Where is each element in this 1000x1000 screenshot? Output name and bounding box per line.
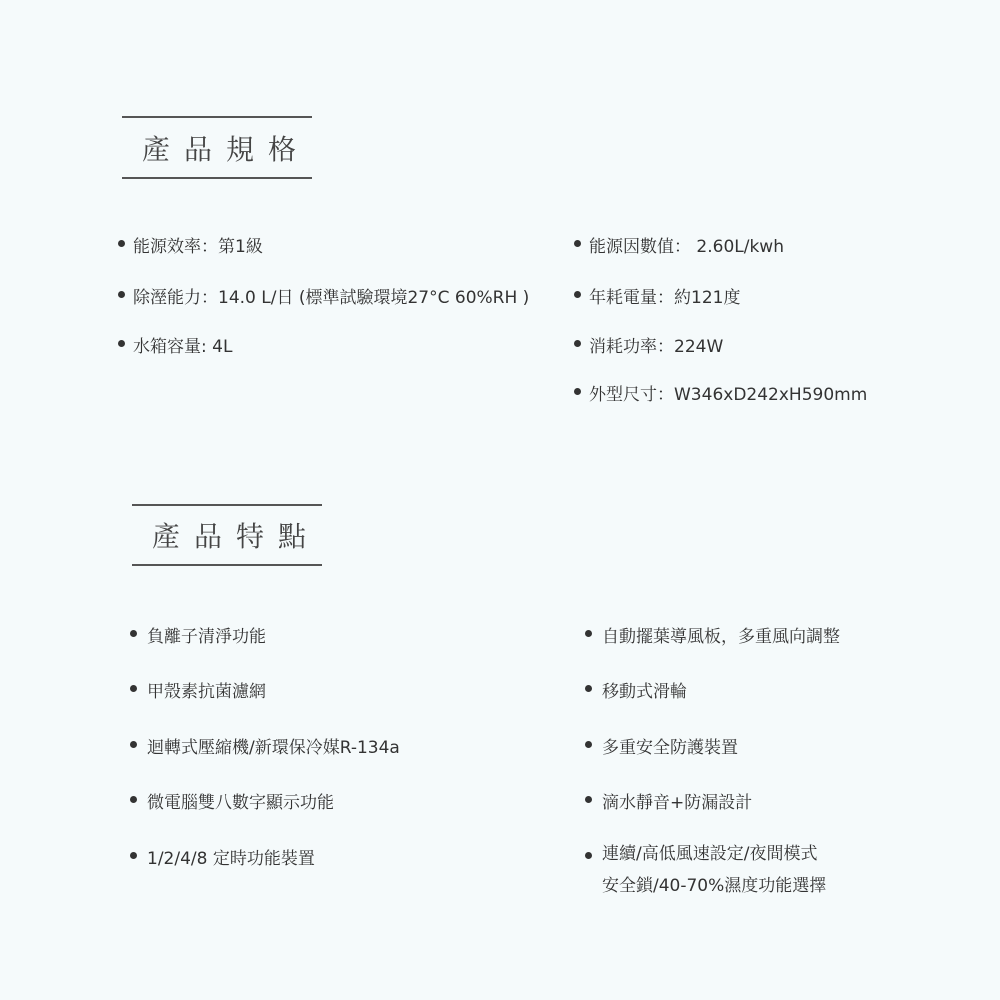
spec-section-title: 產品規格 [122,116,312,179]
spec-item-label: 水箱容量: 4L [133,337,233,357]
features-section-title: 產品特點 [132,504,322,566]
feature-item-label: 迴轉式壓縮機/新環保冷媒R-134a [147,738,400,758]
bullet-icon [118,240,125,247]
feature-item-label: 多重安全防護裝置 [602,738,738,758]
spec-item-energy-factor [574,232,784,257]
bullet-icon [585,852,592,859]
spec-item-label: 年耗電量：約121度 [589,288,741,308]
feature-item-label: 滴水靜音+防漏設計 [602,793,753,813]
spec-item-label: 能源因數值： 2.60L/kwh [589,237,784,257]
feature-item-casters [585,677,687,702]
bullet-icon [585,630,592,637]
bullet-icon [130,852,137,859]
spec-item-annual-consumption [574,283,740,308]
spec-item-label: 除溼能力：14.0 L/日 (標準試驗環境27°C 60%RH ) [133,288,530,308]
bullet-icon [574,291,581,298]
spec-item-energy-efficiency [118,232,263,257]
spec-item-label: 消耗功率：224W [589,337,724,357]
feature-item-filter [130,677,266,702]
feature-item-safety [585,733,738,758]
feature-item-label: 負離子清淨功能 [147,627,266,647]
feature-item-label: 微電腦雙八數字顯示功能 [147,793,334,813]
bullet-icon [130,741,137,748]
feature-item-label: 甲殼素抗菌濾網 [147,682,266,702]
bullet-icon [585,741,592,748]
feature-item-modes [585,844,826,902]
feature-item-leakproof [585,788,752,813]
feature-item-label: 自動擺葉導風板，多重風向調整 [602,627,840,647]
bullet-icon [585,685,592,692]
spec-item-label: 能源效率：第1級 [133,237,263,257]
spec-item-power [574,332,723,357]
bullet-icon [574,240,581,247]
feature-item-label: 移動式滑輪 [602,682,687,702]
feature-item-label: 連續/高低風速設定/夜間模式 [602,844,818,864]
feature-item-ionizer [130,622,266,647]
feature-item-compressor [130,733,400,758]
feature-item-label: 1/2/4/8 定時功能裝置 [147,849,315,869]
bullet-icon [130,630,137,637]
bullet-icon [585,796,592,803]
bullet-icon [130,796,137,803]
feature-item-display [130,788,334,813]
feature-item-timer [130,844,315,869]
spec-item-tank-capacity [118,332,232,357]
bullet-icon [574,340,581,347]
bullet-icon [574,388,581,395]
spec-item-label: 外型尺寸：W346xD242xH590mm [589,385,868,405]
bullet-icon [118,340,125,347]
feature-item-louver [585,622,840,647]
spec-item-dehumidify-capacity [118,283,529,308]
bullet-icon [130,685,137,692]
feature-item-label-line2: 安全鎖/40-70%濕度功能選擇 [602,876,827,896]
bullet-icon [118,291,125,298]
spec-item-dimensions [574,380,867,405]
